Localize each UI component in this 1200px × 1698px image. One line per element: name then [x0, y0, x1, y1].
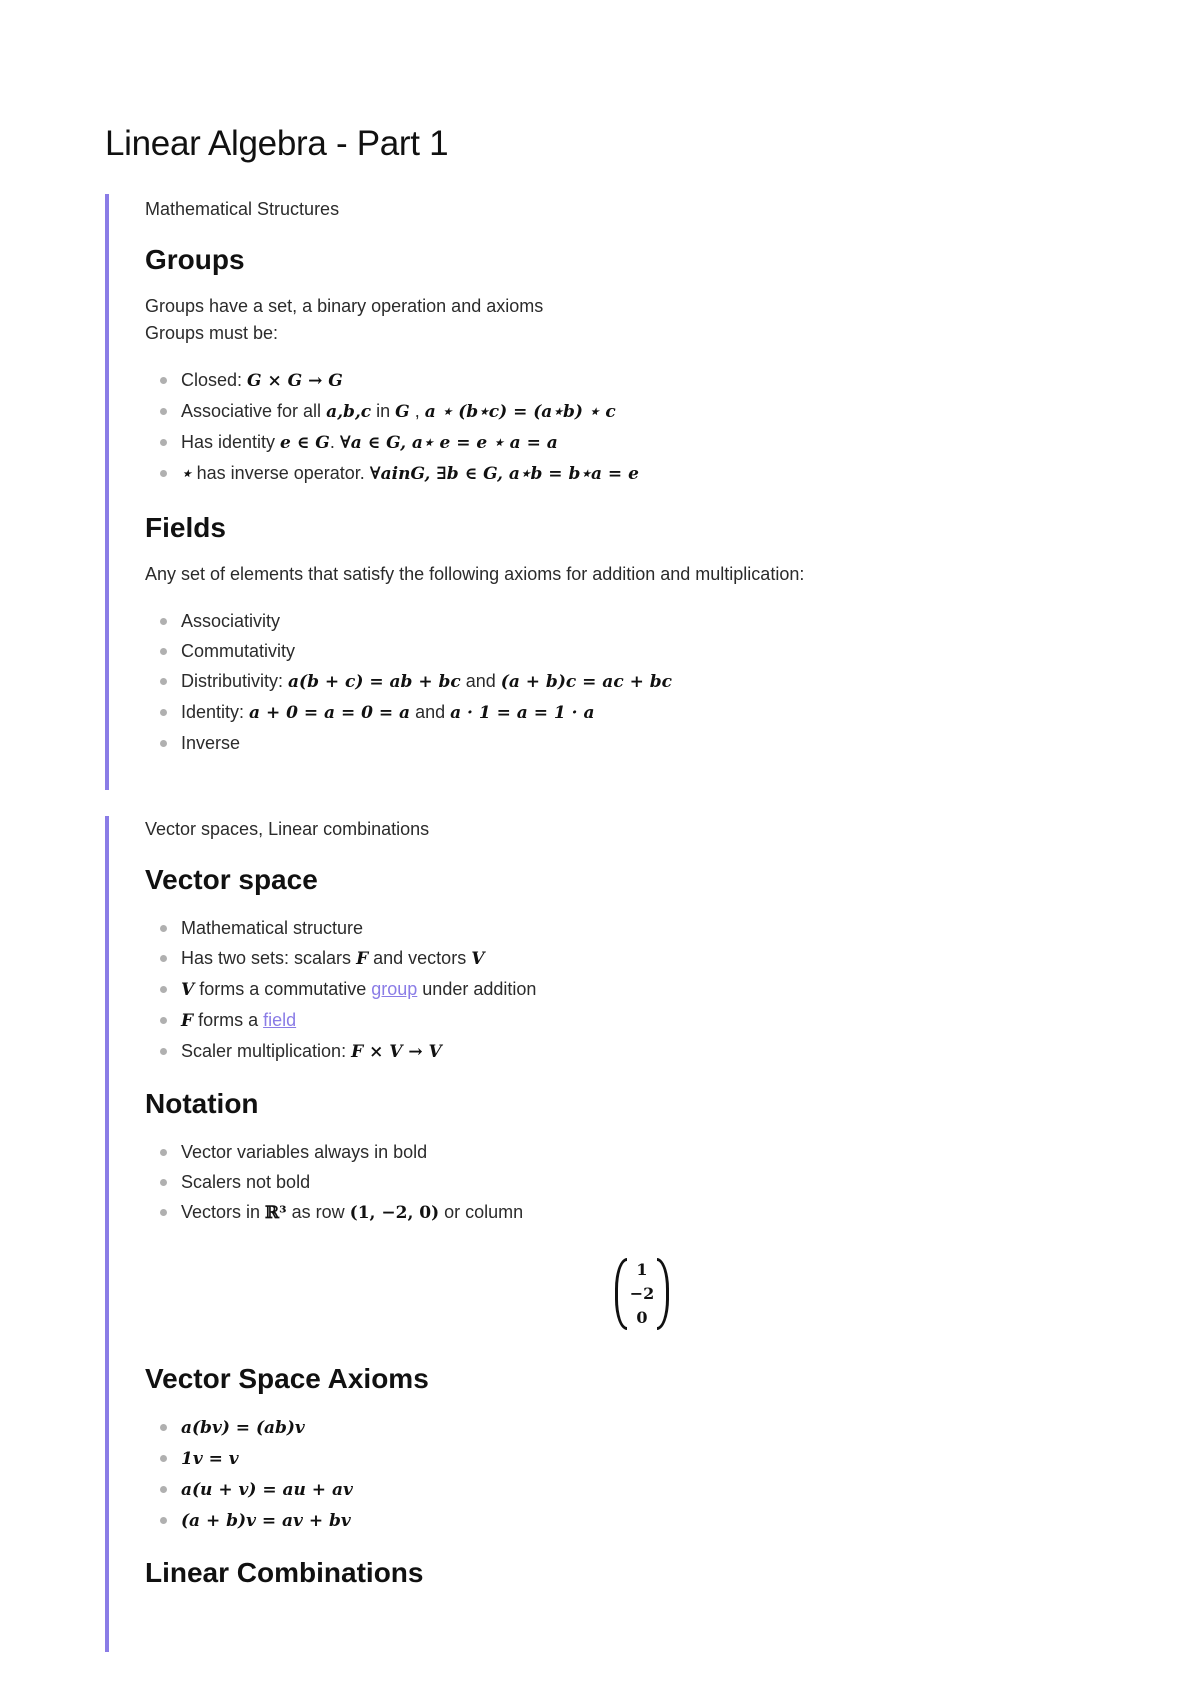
list-item: Scaler multiplication: F × V → V	[145, 1036, 1005, 1067]
callout-label: Mathematical Structures	[145, 199, 340, 219]
list-item: Associativity	[145, 606, 1005, 636]
list-item: Vector variables always in bold	[145, 1137, 1005, 1167]
list-item: Identity: a + 0 = a = 0 = a and a · 1 = a = 1 · a	[145, 697, 1005, 728]
math-expression: a(u + v) = au + av	[181, 1480, 353, 1500]
math-expression: (1, −2, 0)	[349, 1203, 440, 1223]
math-expression: F	[356, 949, 369, 969]
math-expression: G × G → G	[247, 371, 343, 391]
list-item	[145, 1412, 1005, 1443]
list-item: V forms a commutative group under addition	[145, 974, 1005, 1005]
list-item: Mathematical structure	[145, 913, 1005, 943]
paragraph: Groups have a set, a binary operation and axioms	[145, 296, 544, 316]
math-expression: a + 0 = a = 0 = a	[249, 703, 411, 723]
link-group[interactable]: group	[371, 979, 418, 999]
column-vector-entries	[627, 1258, 657, 1330]
list-notation	[145, 1137, 1005, 1228]
section-heading-vector-space: Vector space	[145, 864, 318, 895]
list-item: Vectors in ℝ³ as row (1, −2, 0) or column	[145, 1197, 1005, 1228]
list-vector-space-axioms	[145, 1412, 1005, 1536]
list-item: Distributivity: a(b + c) = ab + bc and (a + b)c = ac + bc	[145, 666, 1005, 697]
callout-label: Vector spaces, Linear combinations	[145, 819, 430, 839]
math-expression: G	[395, 402, 410, 422]
math-expression: 1v = v	[181, 1449, 239, 1469]
math-expression: ⋆	[181, 464, 192, 484]
list-item: Scalers not bold	[145, 1167, 1005, 1197]
math-expression: a(b + c) = ab + bc	[288, 672, 461, 692]
paragraph: Any set of elements that satisfy the following axioms for addition and multiplication:	[145, 564, 805, 584]
right-paren	[657, 1258, 669, 1330]
math-expression: V	[181, 980, 195, 1000]
section-heading-fields: Fields	[145, 512, 226, 543]
left-paren	[615, 1258, 627, 1330]
callout-mathematical-structures	[105, 194, 1005, 790]
list-item: Associative for all a,b,c in G , a ⋆ (b⋆c) = (a⋆b) ⋆ c	[145, 396, 1005, 427]
math-expression: ∀ainG, ∃b ∈ G, a⋆b = b⋆a = e	[369, 464, 639, 484]
column-vector	[615, 1258, 669, 1334]
math-expression: a · 1 = a = 1 · a	[450, 703, 595, 723]
math-expression: a(bv) = (ab)v	[181, 1418, 305, 1438]
list-item: Commutativity	[145, 636, 1005, 666]
list-item: F forms a field	[145, 1005, 1005, 1036]
list-item: Has two sets: scalars F and vectors V	[145, 943, 1005, 974]
link-field[interactable]: field	[263, 1010, 297, 1030]
callout-vector-spaces	[105, 816, 1005, 1652]
math-expression: (a + b)v = av + bv	[181, 1511, 351, 1531]
math-expression: ℝ³	[265, 1203, 287, 1223]
section-heading-linear-combinations: Linear Combinations	[145, 1557, 424, 1588]
list-item: Closed: G × G → G	[145, 365, 1005, 396]
vector-entry: 1	[636, 1260, 648, 1279]
list-groups-axioms	[145, 365, 1005, 489]
section-heading-vector-space-axioms: Vector Space Axioms	[145, 1363, 429, 1394]
math-expression: a ⋆ (b⋆c) = (a⋆b) ⋆ c	[424, 402, 616, 422]
list-item	[145, 1505, 1005, 1536]
list-fields-axioms	[145, 606, 1005, 758]
math-expression: ∀a ∈ G, a⋆ e = e ⋆ a = a	[339, 433, 558, 453]
section-heading-groups: Groups	[145, 244, 245, 275]
page-title: Linear Algebra - Part 1	[105, 124, 449, 163]
list-vector-space	[145, 913, 1005, 1067]
list-item: ⋆ has inverse operator. ∀ainG, ∃b ∈ G, a⋆b = b⋆a = e	[145, 458, 1005, 489]
vector-entry: −2	[629, 1284, 655, 1303]
math-expression: (a + b)c = ac + bc	[500, 672, 672, 692]
section-heading-notation: Notation	[145, 1088, 259, 1119]
vector-entry: 0	[636, 1308, 648, 1327]
math-expression: e ∈ G	[280, 433, 330, 453]
list-item	[145, 1443, 1005, 1474]
list-item: Inverse	[145, 728, 1005, 758]
list-item	[145, 1474, 1005, 1505]
math-expression: F × V → V	[351, 1042, 442, 1062]
list-item: Has identity e ∈ G. ∀a ∈ G, a⋆ e = e ⋆ a = a	[145, 427, 1005, 458]
paragraph: Groups must be:	[145, 323, 279, 343]
math-expression: V	[471, 949, 485, 969]
math-expression: F	[181, 1011, 194, 1031]
math-expression: a,b,c	[326, 402, 372, 422]
